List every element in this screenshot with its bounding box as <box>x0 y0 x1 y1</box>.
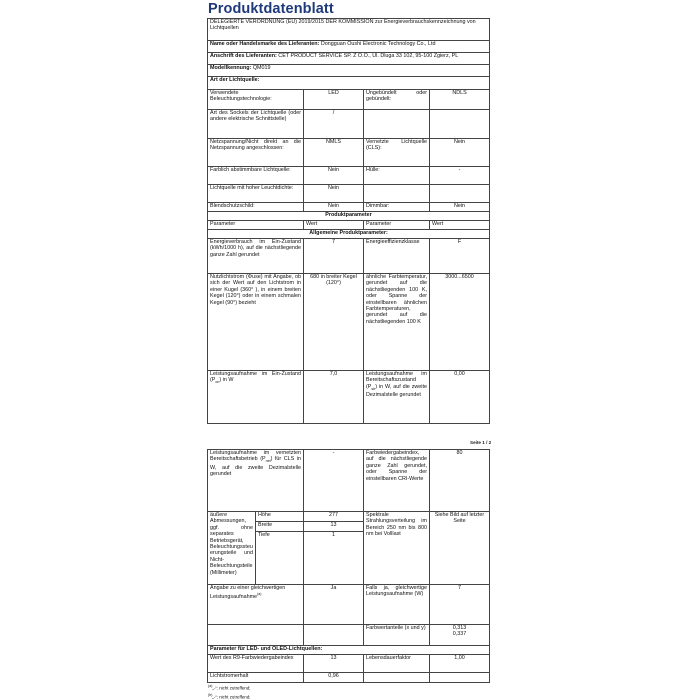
type-row: Netzspannung/Nicht direkt an die Netzspannung angeschlossen: NMLS Vernetzte Lichtquelle (CLS): Nein <box>208 139 490 167</box>
energy-row: Energieverbrauch im Ein-Zustand (kWh/1000 h), auf die nächstliegende ganze Zahl gerundet 7 Energieeffizienzklasse F <box>208 239 490 274</box>
type-row: Blendschutzschild: Nein Dimmbar: Nein <box>208 203 490 212</box>
model-row: Modellkennung: QM019 <box>208 65 490 77</box>
footnote-b: $^{(b)}$„-“: nicht zutreffend; <box>208 692 251 700</box>
dimension-row: Tiefe 1 <box>208 532 490 585</box>
led-params-heading: Parameter für LED- und OLED-Lichtquellen: <box>208 646 490 655</box>
type-row: Verwendete Beleuchtungstechnologie: LED Ungebündelt oder gebündelt: NDLS <box>208 90 490 110</box>
product-params-heading: Produktparameter <box>208 212 490 221</box>
general-params-heading: Allgemeine Produktparameter: <box>208 230 490 239</box>
datasheet-page-2 <box>207 449 489 700</box>
type-row: Lichtquelle mit hoher Leuchtdichte: Nein <box>208 185 490 203</box>
datasheet-table-2 <box>207 449 490 683</box>
type-row: Art des Sockels der Lichtquelle (oder andere elektrische Schnittstelle) / <box>208 110 490 139</box>
light-source-type-heading: Art der Lichtquelle: <box>208 77 490 90</box>
supplier-name-row: Name oder Handelsmarke des Lieferanten: Dongguan Oushi Electronic Technology Co., Ltd <box>208 41 490 53</box>
flux-row: Nutzlichtstrom (Φuse) mit Angabe, ob sich der Wert auf den Lichtstrom in einer Kugel (360° ), in einem breiten Kegel (120°) oder in einem schmalen Kegel (90°) bezieht 680 in breiter Kegel (120°) ähnliche Farbtemperatur, gerundet auf die nächstliegenden 100 K, oder Spanne der einstellbaren ähnlichen Farbtemperaturen, gerundet auf die nächstliegenden 100 K 3000...6500 <box>208 274 490 371</box>
r9-row: Wert des R9-Farbwiedergabeindex 13 Lebensdauerfaktor 1,00 <box>208 655 490 673</box>
dimension-row: Breite 13 <box>208 522 490 532</box>
supplier-address-row: Anschrift des Lieferanten: CET PRODUCT SERVICE SP. Z O.O., Ul. Dluga 33 102, 95-100 Zgierz, PL <box>208 53 490 65</box>
dimension-row: äußere Abmessungen, ggf. ohne separates Betriebsgerät, Beleuchtungssteuerungsteile und Nicht-Beleuchtungsteile (Millimeter) Höhe 277 Spektrale Strahlungsverteilung im Bereich 250 nm bis 800 nm bei Volllast Siehe Bild auf letzter Seite <box>208 512 490 522</box>
datasheet-table <box>207 18 490 424</box>
equivalent-power-row: Angabe zu einer gleichwertigen Leistungsaufnahme$^{(a)}$ Ja Falls ja, gleichwertige Leistungsaufnahme (W) 7 <box>208 585 490 625</box>
maintenance-row: Lichtstromerhalt 0,96 <box>208 673 490 683</box>
network-standby-row: Leistungsaufnahme im vernetzten Bereitschaftsbetrieb $(P_{net})$ für CLS in W, auf die zweite Dezimalstelle gerundet - Farbwiedergabeindex, auf die nächstliegende ganze Zahl gerundet, oder Spanne der einstellbaren CRI-Werte 80 <box>208 450 490 512</box>
power-row: Leistungsaufnahme im Ein-Zustand $(P_{on})$ in W 7,0 Leistungsaufnahme im Bereitschaftszustand $(P_{sb})$ in W, auf die zweite Dezimalstelle gerundet 0,00 <box>208 371 490 424</box>
page-title: Produktdatenblatt <box>208 1 334 17</box>
footnote-a: $^{(a)}$„-“: nicht zutreffend; <box>208 684 251 691</box>
type-row: Farblich abstimmbare Lichtquelle: Nein Hülle: - <box>208 167 490 185</box>
regulation-text: DELEGIERTE VERORDNUNG (EU) 2019/2015 DER KOMMISSION zur Energieverbrauchskennzeichnung von Lichtquellen <box>208 19 490 41</box>
param-header-row: Parameter Wert Parameter Wert <box>208 221 490 230</box>
page-number: Seite 1 / 2 <box>470 440 492 445</box>
datasheet-page-1 <box>207 0 489 424</box>
chromaticity-row: Farbwertanteile (x und y) 0,313 0,337 <box>208 625 490 646</box>
